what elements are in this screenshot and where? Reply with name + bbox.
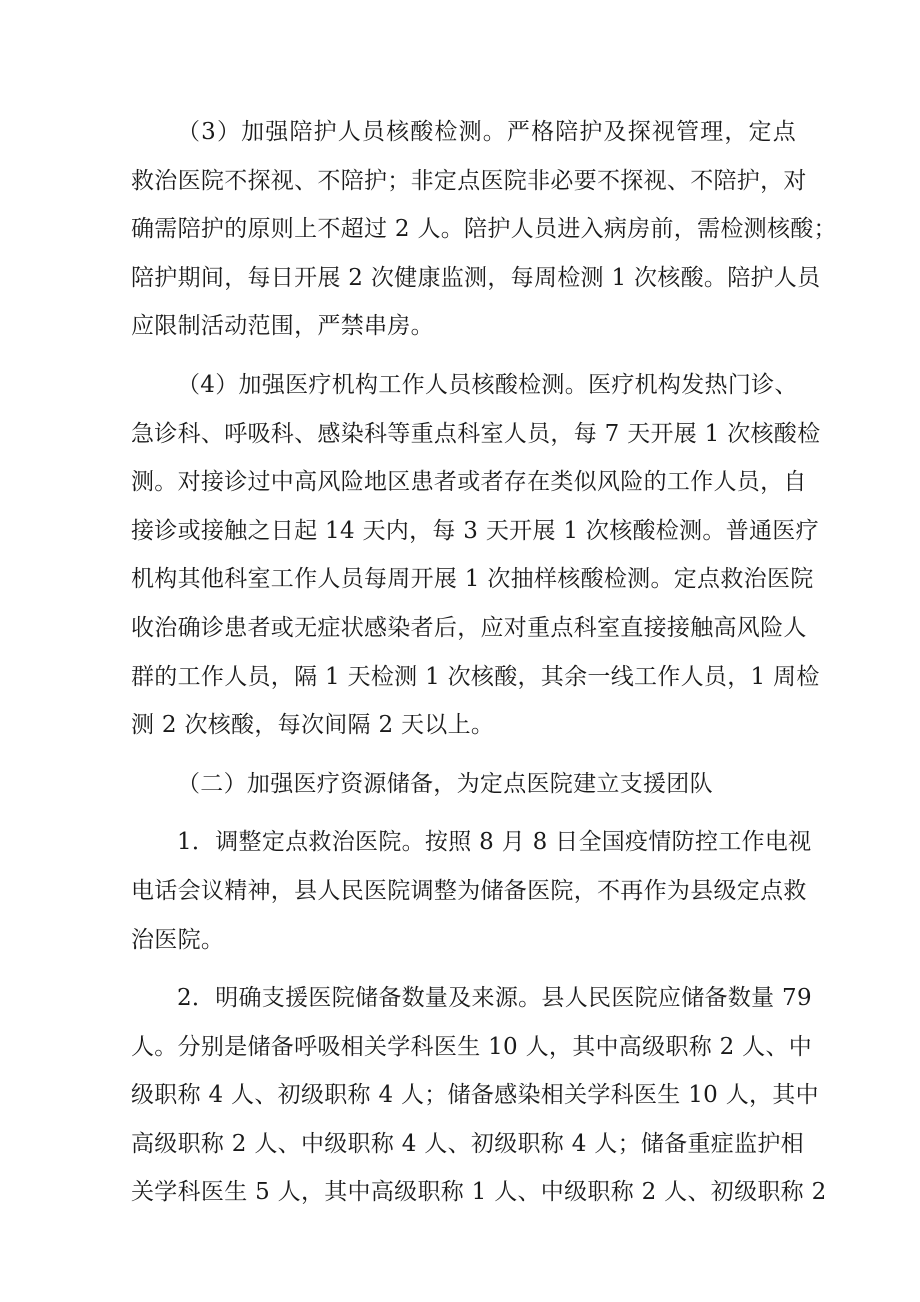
- text-line: 测 2 次核酸，每次间隔 2 天以上。: [131, 712, 495, 739]
- text-line: 2．明确支援医院储备数量及来源。县人民医院应储备数量 79: [177, 985, 812, 1012]
- section-heading-2: [131, 760, 796, 809]
- text-line: 机构其他科室工作人员每周开展 1 次抽样核酸检测。定点救治医院: [131, 566, 814, 593]
- text-line: 群的工作人员，隔 1 天检测 1 次核酸，其余一线工作人员，1 周检: [131, 663, 820, 690]
- text-line: 关学科医生 5 人，其中高级职称 1 人、中级职称 2 人、初级职称 2: [131, 1179, 827, 1206]
- text-line: 接诊或接触之日起 14 天内，每 3 天开展 1 次核酸检测。普通医疗: [131, 517, 819, 544]
- text-line: 陪护期间，每日开展 2 次健康监测，每周检测 1 次核酸。陪护人员: [131, 264, 821, 291]
- document-body: [131, 108, 837, 1217]
- text-line: 1．调整定点救治医院。按照 8 月 8 日全国疫情防控工作电视: [177, 829, 812, 856]
- paragraph-4: [131, 361, 821, 750]
- section-heading: （二）加强医疗资源储备，为定点医院建立支援团队: [177, 770, 713, 797]
- text-line: 人。分别是储备呼吸相关学科医生 10 人，其中高级职称 2 人、中: [131, 1033, 813, 1060]
- text-line: 救治医院不探视、不陪护；非定点医院非必要不探视、不陪护，对: [131, 167, 807, 194]
- item-2: [131, 974, 827, 1217]
- text-line: 应限制活动范围，严禁串房。: [131, 313, 434, 340]
- text-line: （3）加强陪护人员核酸检测。严格陪护及探视管理，定点: [177, 119, 796, 145]
- text-line: 确需陪护的原则上不超过 2 人。陪护人员进入病房前，需检测核酸；: [131, 216, 837, 243]
- text-line: 电话会议精神，县人民医院调整为储备医院，不再作为县级定点救: [131, 877, 807, 904]
- item-1: [131, 818, 812, 964]
- text-line: 治医院。: [131, 926, 225, 953]
- text-line: （4）加强医疗机构工作人员核酸检测。医疗机构发热门诊、: [177, 371, 798, 398]
- text-line: 急诊科、呼吸科、感染科等重点科室人员，每 7 天开展 1 次核酸检: [131, 420, 821, 447]
- text-line: 级职称 4 人、初级职称 4 人；储备感染相关学科医生 10 人，其中: [131, 1082, 819, 1109]
- text-line: 高级职称 2 人、中级职称 4 人、初级职称 4 人；储备重症监护相: [131, 1130, 804, 1157]
- paragraph-3: [131, 108, 837, 351]
- text-line: 收治确诊患者或无症状感染者后，应对重点科室直接接触高风险人: [131, 614, 807, 641]
- text-line: 测。对接诊过中高风险地区患者或者存在类似风险的工作人员，自: [131, 469, 807, 496]
